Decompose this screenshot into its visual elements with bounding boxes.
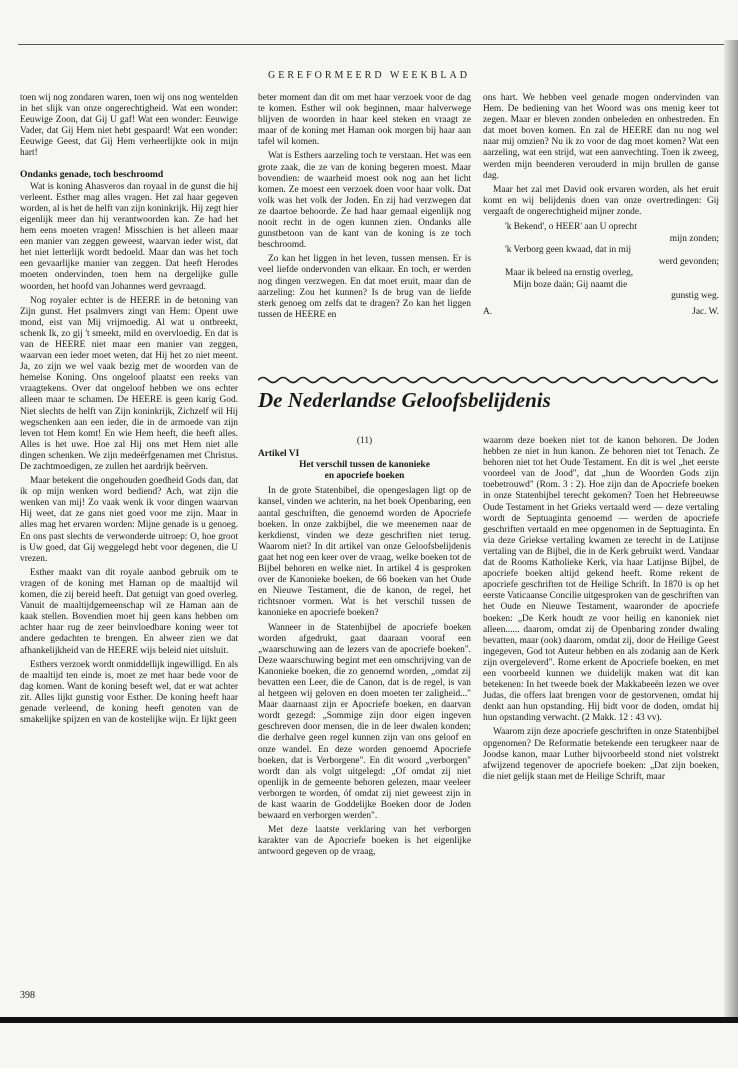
verse-line: mijn zonden; — [669, 233, 719, 244]
verse-line: gunstig weg. — [671, 291, 719, 302]
signature — [483, 307, 719, 318]
top-rule — [18, 44, 733, 45]
subtitle-line: Het verschil tussen de kanonieke — [299, 460, 430, 471]
verse-line: Mijn boze daän; Gij naamt die — [513, 279, 628, 290]
subtitle-line: en apocriefe boeken — [324, 471, 405, 482]
paragraph: Esther maakt van dit royale aanbod gebruik om te vragen of de koning met Haman op de maaltijd wil komen, die zij bereid heeft. Dat getuigt van goed overleg. Vanuit de maaltijdgemeenschap wil ze Haman aan de kaak stellen. Bovendien moet hij geen kans hebben om achter haar rug de zeer beinvloedbare koning weer tot andere gedachten te brengen. En alweer zien we dat afhankelijkheid van de HEERE wijs beleid niet uitsluit. — [20, 567, 238, 656]
paragraph: toen wij nog zondaren waren, toen wij ons nog wentelden in het slijk van onze ongerechtigheid. Wat een wonder: Eeuwige Zoon, dat Gij U gaf! Wat een wonder: Eeuwige Vader, dat Gij Hem niet hebt gespaard! Wat een wonder: Eeuwige Geest, dat Gij Hem verheerlijkte ook in mijn hart! — [20, 93, 238, 159]
wavy-divider — [258, 374, 718, 386]
column-2 — [258, 93, 471, 365]
article-subtitle — [258, 460, 471, 482]
signature-right: Jac. W. — [692, 306, 719, 317]
column-3 — [483, 93, 719, 365]
bottom-bar — [0, 1017, 738, 1023]
paragraph: Wat is koning Ahasveros dan royaal in de gunst die hij verleent. Esther mag alles vragen. Het zal haar gegeven worden, al is het de helft van zijn koninkrijk. Hij zegt hier eigenlijk meer dan hij verantwoorden kan. Ze had het hem eens moeten vragen! Misschien is het alleen maar een manier van zeggen geweest, waarvan ieder wist, dat het niet letterlijk wordt bedoeld. Maar dan was het toch een gevaarlijke manier van zeggen. Dat heeft Herodes moeten ondervinden, toen hem na dergelijke gulle woorden, het hoofd van Johannes werd gevraagd. — [20, 181, 238, 292]
page-number: 398 — [20, 990, 35, 1001]
paragraph: Maar betekent die ongehouden goedheid Gods dan, dat ik op mijn wenken word bediend? Ach, wat zijn die wenken van mij! Zo vaak wenk ik voor dingen waarvan Hij weet, dat ze gans niet goed voor me zijn. Maar in alles mag het ervaren worden: Mijne genade is u genoeg. En ons past slechts de verwonderde uitroep: O, hoe groot is Uw goed, dat Gij weggelegd hebt voor degenen, die U vrezen. — [20, 476, 238, 564]
paragraph: Wat is Esthers aarzeling toch te verstaan. Het was een grote zaak, die ze van de koning begeren moest. Maar bovendien: de waarheid moest ook nog aan het licht komen. Ze moest een verzoek doen voor haar volk. Dat volk was het volk der Joden. En zij had verzwegen dat ze daartoe behoorde. Ze had haar gemaal eigenlijk nog nooit recht in de ogen kunnen zien. Ondanks alle gunstbetoon van de kant van de koning is ze toch beschroomd. — [258, 151, 471, 251]
column-5 — [483, 436, 719, 978]
page-edge-shadow — [724, 40, 738, 1020]
paragraph: Met deze laatste verklaring van het verborgen karakter van de Apocriefe boeken is het eigenlijke antwoord gegeven op de vraag, — [258, 825, 471, 858]
paragraph: beter moment dan dit om met haar verzoek voor de dag te komen. Esther wil ook beginnen, maar halverwege blijven de woorden in haar keel steken en vraagt ze maar of de koning met Haman ook morgen bij haar aan tafel wil komen. — [258, 93, 471, 148]
signature-left: A. — [483, 306, 493, 317]
section-heading: Ondanks genade, toch beschroomd — [20, 168, 164, 180]
paragraph: Nog royaler echter is de HEERE in de betoning van Zijn gunst. Het psalmvers zingt van Hem: Opent uwe mond, eist van Mij vrijmoedig. Al wat u ontbreekt, schenk Ik, zo gij 't smeekt, mild en overvloedig. En dat is van de HEERE niet maar een manier van zeggen, waarvan een ieder moet weten, dat Hij het zo niet meent. Ja, zo zijn we wel vaak bezig met de woorden van de hemelse Koning. Ons ongeloof plaatst een reeks van vraagtekens. Over dat ongeloof hebben we ons echter alleen maar te schamen. De HEERE is geen karig God. Niet slechts de helft van Zijn koninkrijk, Zichzelf wil Hij wegschenken aan een ieder, die in de armoede van zijn leven tot Hem komt! En wie Hem heeft, die heeft alles. Alles is het uwe. Hoe zal Hij ons met Hem niet alle dingen schenken. We zijn medeërfgenamen met Christus. De zachtmoedigen, ze zullen het aardrijk beërven. — [20, 295, 238, 472]
psalm-verse — [483, 222, 719, 303]
column-1 — [20, 93, 238, 978]
paragraph: Wanneer in de Statenbijbel de apocriefe boeken worden afgedrukt, gaat daaraan vooraf een „waarschuwing aan de lezers van de apocriefe boeken". Deze waarschuwing begint met een omschrijving van de Kanonieke boeken, die zo genoemd worden, „omdat zij bevatten een Leer, die de Canon, dat is de regel, is van al hetgeen wij geloven en doen moeten ter zaligheid..." Maar daarnaast zijn er Apocriefe boeken, en daarvan wordt gezegd: „Sommige zijn door eigen ingeven geschreven door mensen, die in de leer dwalen konden; die derhalve geen regel kunnen zijn van ons geloof en onze wandel. En deze worden genoemd Apocriefe boeken, dat is Verborgene". En dit woord „verborgen" wordt dan als volgt uitgelegd: „Of omdat zij niet openlijk in de gemeente behoren gelezen, maar veeleer verborgen te worden, óf omdat zij niet geweest zijn in de kast waarin de Goddelijke Boeken door de Joden bewaard en verborgen werden". — [258, 622, 471, 822]
paragraph: In de grote Statenbibel, die opengeslagen ligt op de kansel, vinden we achterin, na het boek Openbaring, een aantal geschriften, die genoemd worden de Apocriefe boeken. In onze zakbijbel, die we meenemen naar de kerkdienst, vinden we deze geschriften niet terug. Waarom niet? In dit artikel van onze Geloofsbelijdenis gaat het nog een keer over de vraag, welke boeken tot de Bijbel behoren en welke niet. In artikel 4 is gesproken over de Kanonieke boeken, de 66 boeken van het Oude en Nieuwe Testament, die de kanon, de regel, het richtsnoer vormen. Wat is het verschil tussen de kanonieke en apocriefe boeken? — [258, 486, 471, 619]
article-title: De Nederlandse Geloofsbelijdenis — [258, 388, 551, 412]
verse-line: Maar ik beleed na ernstig overleg, — [505, 268, 634, 279]
verse-line: 'k Verborg geen kwaad, dat in mij — [505, 245, 632, 256]
paragraph: Esthers verzoek wordt onmiddellijk ingewilligd. En als de maaltijd ten einde is, moet ze met haar bede voor de dag komen. Want de koning beseft wel, dat er wat achter zit. Alles lijkt gunstig voor Esther. De koning heeft haar genade verleend, de koning heeft genoten van de smakelijke spijzen en van de kostelijke wijn. Er lijkt geen — [20, 659, 238, 726]
verse-line: werd gevonden; — [658, 256, 719, 267]
article-number: (11) — [356, 436, 373, 446]
paragraph: waarom deze boeken niet tot de kanon behoren. De Joden hebben ze niet in hun kanon. Ze behoren niet tot Tenach. Ze behoren niet tot het Oude Testament. En dit is wel „het eerste voordeel van de Jood", dat „hun de Woorden Gods zijn toebetrouwd" (Rom. 3 : 2). Hoe zijn dan de Apocriefe boeken in onze Statenbijbel terecht gekomen? Toen het Hebreeuwse Oude Testament in het Grieks vertaald werd — deze vertaling wordt de Septuaginta genoemd — werden de apocriefe geschriften vertaald en mee opgenomen in de Septuaginta. En via deze Griekse vertaling kwamen ze terecht in de Latijnse vertaling van de Bijbel, die in de Kerk gebruikt werd. Vandaar dat de Rooms Katholieke Kerk, via haar Latijnse Bijbel, de apocriefe boeken altijd gekend heeft. Rome rekent de apocriefe geschriften tot de Heilige Schrift. In 1870 is op het eerste Vaticaanse Concilie uitgesproken van de geschriften van het Oude en Nieuwe Testament, waaronder de apocriefe boeken: „De Kerk houdt ze voor heilig en kanoniek niet alleen...... daarom, omdat zij de Openbaring zonder dwaling bevatten, maar (ook) daarom, omdat zij, door de Heilige Geest ingegeven, God tot Auteur hebben en als zodanig aan de Kerk zijn overgeleverd". Rome erkent de Apocriefe boeken, en met een voorbeeld kunnen we duidelijk maken wat dit kan betekenen: In het tweede boek der Makkabeeën lezen we over Judas, die offers laat brengen voor de gestorvenen, omdat hij denkt aan hun opstanding. Hij bidt voor de doden, omdat hij hun opstanding verwacht. (2 Makk. 12 : 43 vv). — [483, 436, 719, 724]
column-4 — [258, 436, 471, 978]
running-header: GEREFORMEERD WEEKBLAD — [268, 70, 470, 81]
paragraph: ons hart. We hebben veel genade mogen ondervinden van Hem. De bediening van het Woord was ons menig keer tot zegen. Maar er bleven zonden onbeleden en onbestreden. En dat moet boven komen. En zal de HEERE dan nu nog wel naar mij omzien? Nu ik zo voor de dag moet komen? Wat een aarzeling, wat een strijd, wat een aanvechting. Toen ik zweeg, werden mijn beenderen verouderd in mijn brullen de ganse dag. — [483, 93, 719, 181]
paragraph: Waarom zijn deze apocriefe geschriften in onze Statenbijbel opgenomen? De Reformatie betekende een terugkeer naar de Joodse kanon, maar Luther bijvoorbeeld stond niet volstrekt afwijzend tegenover de apocriefe boeken: „Dat zijn boeken, die niet gelijk staan met de Heilige Schrift, maar — [483, 727, 719, 782]
verse-line: 'k Bekend', o HEER' aan U oprecht — [505, 222, 637, 233]
paragraph: Zo kan het liggen in het leven, tussen mensen. Er is veel liefde ondervonden van elkaar. En toch, er werden nog dingen verzwegen. En dat moet eruit, maar dan de aarzeling: Zou het kunnen? Is de brug van de liefde sterk genoeg om zelfs dat te dragen? Zo kan het liggen tussen de HEERE en — [258, 254, 471, 320]
article-label: Artikel VI — [258, 449, 300, 460]
paragraph: Maar het zal met David ook ervaren worden, als het eruit komt en wij belijdenis doen van onze overtredingen: Gij vergaaft de ongerechtigheid mijner zonde. — [483, 184, 719, 217]
